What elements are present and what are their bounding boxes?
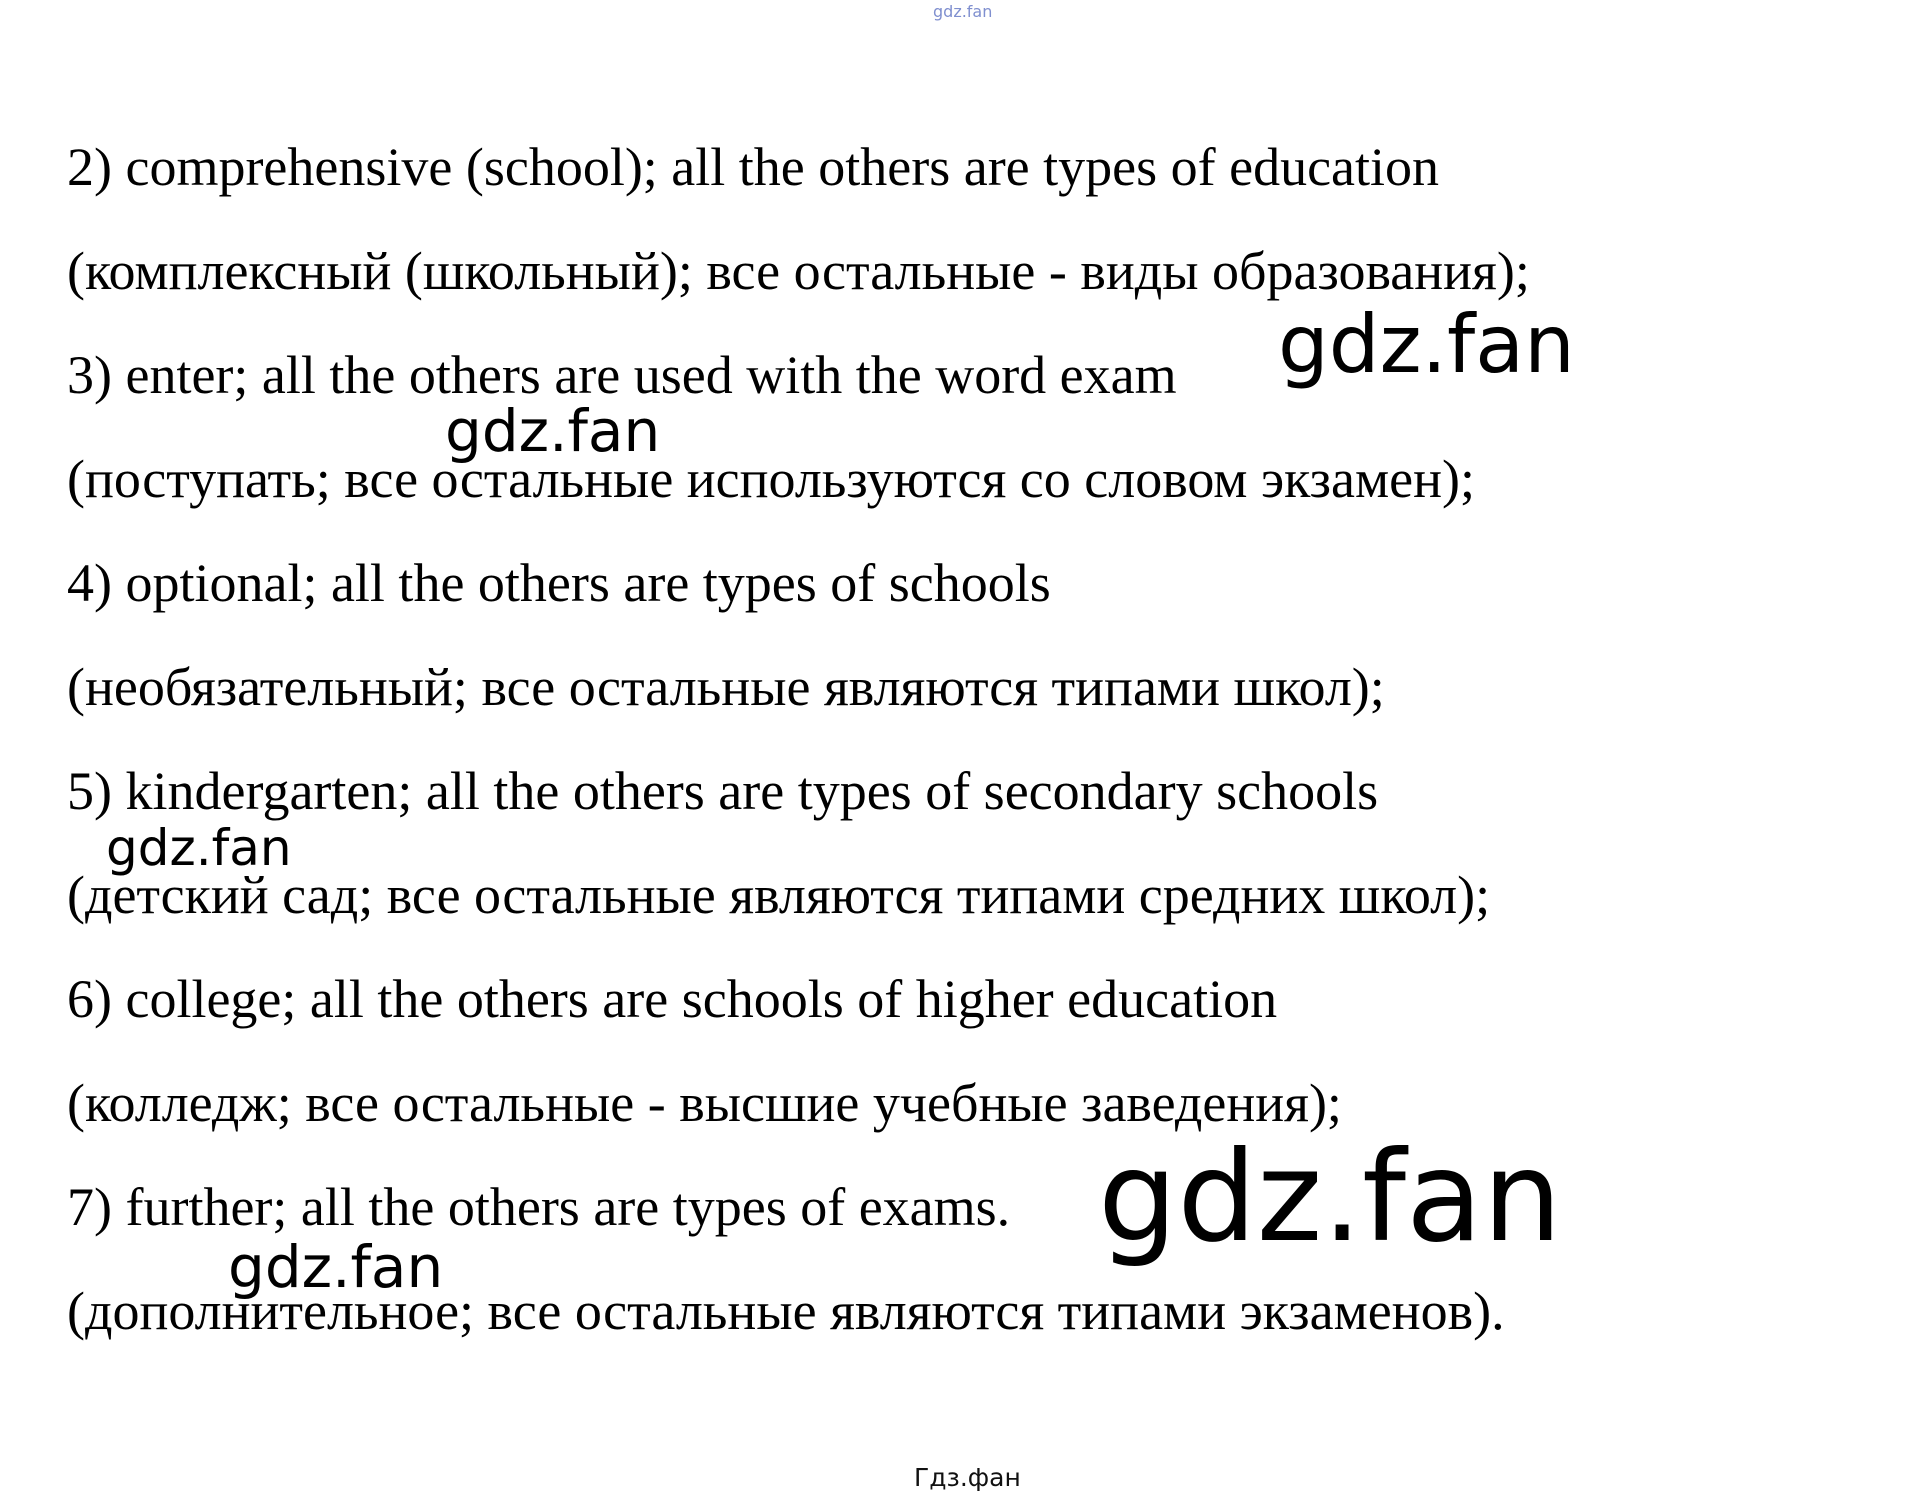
watermark: gdz.fan [228, 1233, 444, 1301]
watermark: gdz.fan [106, 819, 292, 877]
answer-line-5-en: 5) kindergarten; all the others are types of secondary schools [67, 761, 1379, 821]
answer-line-7-ru: (дополнительное; все остальные являются типами экзаменов). [67, 1281, 1505, 1341]
answer-line-2-ru: (комплексный (школьный); все остальные - виды образования); [67, 241, 1530, 301]
answer-line-4-en: 4) optional; all the others are types of schools [67, 553, 1051, 613]
answer-line-3-ru: (поступать; все остальные используются со словом экзамен); [67, 449, 1475, 509]
watermark: gdz.fan [445, 397, 661, 465]
answer-line-2-en: 2) comprehensive (school); all the others are types of education [67, 137, 1440, 197]
answer-line-7-en: 7) further; all the others are types of exams. [67, 1177, 1011, 1237]
footer-label: Гдз.фан [914, 1463, 1021, 1492]
answer-line-6-en: 6) college; all the others are schools of higher education [67, 969, 1278, 1029]
answer-line-3-en: 3) enter; all the others are used with the word exam [67, 345, 1177, 405]
watermark: gdz.fan [1278, 298, 1575, 391]
answer-line-4-ru: (необязательный; все остальные являются типами школ); [67, 657, 1385, 717]
answer-line-5-ru: (детский сад; все остальные являются типами средних школ); [67, 865, 1491, 925]
watermark: gdz.fan [1098, 1125, 1562, 1270]
site-mark: gdz.fan [933, 2, 993, 21]
answer-line-6-ru: (колледж; все остальные - высшие учебные заведения); [67, 1073, 1342, 1133]
